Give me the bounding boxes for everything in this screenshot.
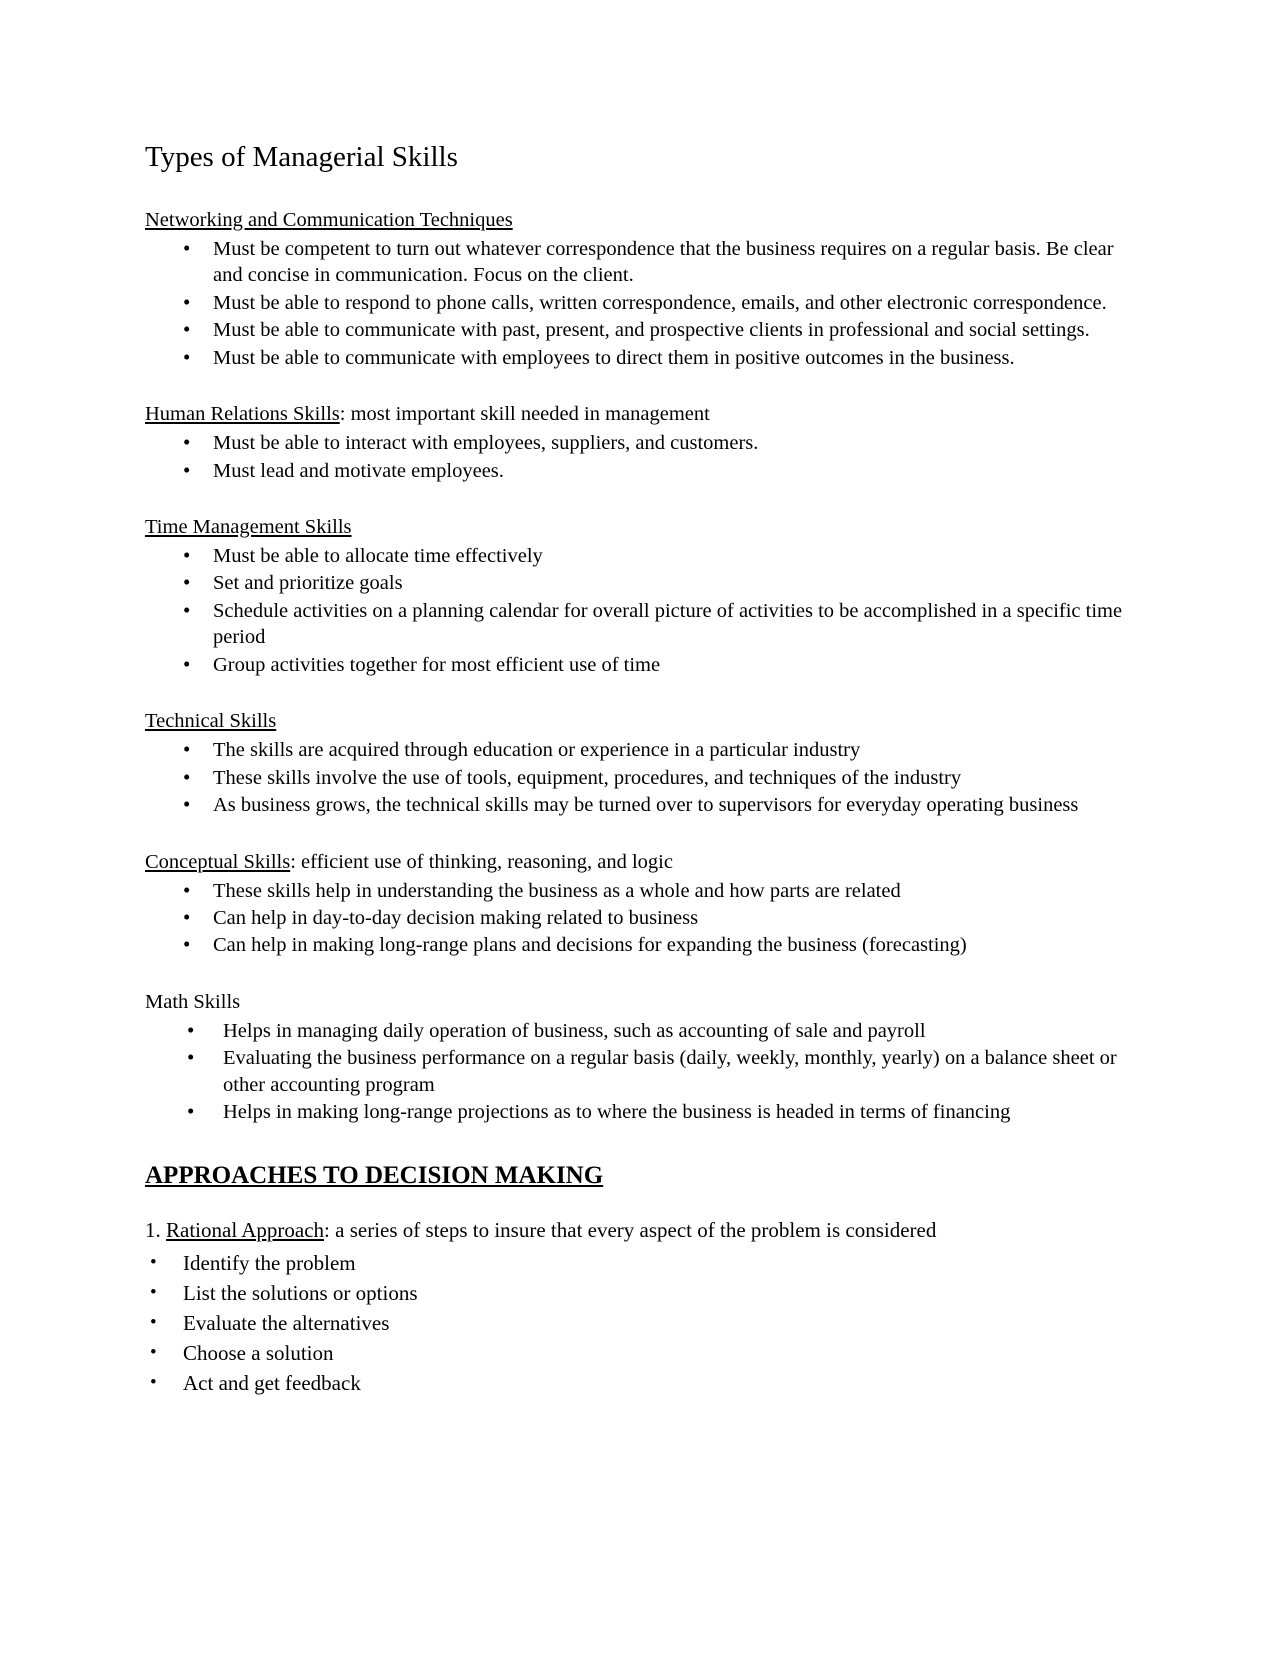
section-time-management-skills — [145, 514, 1135, 678]
approach-item-number: 1. — [145, 1217, 166, 1242]
list-item: • Act and get feedback — [145, 1370, 1135, 1398]
list-item: • Must be able to respond to phone calls, written correspondence, emails, and other electronic correspondence. — [145, 290, 1135, 316]
section-math-skills — [145, 989, 1135, 1126]
page-title: Types of Managerial Skills — [145, 141, 458, 173]
approach-bullet-list — [145, 1250, 1135, 1398]
approach-item-title: Rational Approach — [166, 1217, 325, 1242]
list-item: • Set and prioritize goals — [145, 570, 1135, 596]
list-item: • Helps in making long-range projections as to where the business is headed in terms of financing — [145, 1099, 1135, 1125]
section-heading-underlined: Networking and Communication Techniques — [145, 208, 513, 231]
list-item: • Must be able to communicate with past, present, and prospective clients in professional and social settings. — [145, 317, 1135, 343]
section-heading-rest: : efficient use of thinking, reasoning, and logic — [290, 850, 673, 873]
approach-item-description: : a series of steps to insure that every aspect of the problem is considered — [324, 1217, 937, 1242]
spacer — [145, 694, 1135, 708]
section-conceptual-skills — [145, 849, 1135, 959]
list-item: • Must be able to interact with employees, suppliers, and customers. — [145, 430, 1135, 456]
bullet-list — [145, 1018, 1135, 1126]
list-item: • Identify the problem — [145, 1250, 1135, 1278]
list-item: • Helps in managing daily operation of business, such as accounting of sale and payroll — [145, 1018, 1135, 1044]
list-item: • Must lead and motivate employees. — [145, 458, 1135, 484]
section-heading-underlined: Human Relations Skills — [145, 403, 340, 426]
list-item: • Can help in day-to-day decision making related to business — [145, 905, 1135, 931]
list-item: • These skills help in understanding the business as a whole and how parts are related — [145, 878, 1135, 904]
list-item: • Must be able to allocate time effectively — [145, 543, 1135, 569]
section-human-relations-skills — [145, 401, 1135, 484]
bullet-list — [145, 236, 1135, 371]
section-heading — [145, 514, 1135, 541]
bullet-list — [145, 430, 1135, 484]
approach-item — [145, 1217, 1135, 1244]
list-item: • The skills are acquired through education or experience in a particular industry — [145, 737, 1135, 763]
section-heading — [145, 849, 1135, 876]
section-technical-skills — [145, 708, 1135, 818]
spacer — [145, 387, 1135, 401]
section-heading-rest: Math Skills — [145, 990, 241, 1013]
bullet-list — [145, 878, 1135, 959]
section-heading — [145, 207, 1135, 234]
list-item: • List the solutions or options — [145, 1280, 1135, 1308]
section-heading — [145, 989, 1135, 1016]
list-item: • As business grows, the technical skills may be turned over to supervisors for everyday operating business — [145, 792, 1135, 818]
list-item: • Must be able to communicate with employees to direct them in positive outcomes in the business. — [145, 345, 1135, 371]
spacer — [145, 975, 1135, 989]
spacer — [145, 835, 1135, 849]
list-item: • Evaluate the alternatives — [145, 1310, 1135, 1338]
list-item: • Choose a solution — [145, 1340, 1135, 1368]
section-networking-and-communication — [145, 207, 1135, 371]
list-item: • Schedule activities on a planning calendar for overall picture of activities to be accomplished in a specific time period — [145, 598, 1135, 651]
section-heading-underlined: Time Management Skills — [145, 515, 352, 538]
list-item: • These skills involve the use of tools, equipment, procedures, and techniques of the industry — [145, 765, 1135, 791]
list-item: • Group activities together for most efficient use of time — [145, 652, 1135, 678]
approaches-heading: APPROACHES TO DECISION MAKING — [145, 1161, 604, 1189]
section-heading — [145, 401, 1135, 428]
section-heading-rest: : most important skill needed in management — [339, 403, 710, 426]
section-heading-underlined: Conceptual Skills — [145, 850, 291, 873]
bullet-list — [145, 737, 1135, 818]
section-heading — [145, 708, 1135, 735]
bullet-list — [145, 543, 1135, 678]
list-item: • Can help in making long-range plans and decisions for expanding the business (forecasting) — [145, 932, 1135, 958]
list-item: • Must be competent to turn out whatever correspondence that the business requires on a regular basis. Be clear and concise in communication. Focus on the client. — [145, 236, 1135, 289]
spacer — [145, 500, 1135, 514]
section-heading-underlined: Technical Skills — [145, 710, 277, 733]
list-item: • Evaluating the business performance on a regular basis (daily, weekly, monthly, yearly) on a balance sheet or other accounting program — [145, 1045, 1135, 1098]
